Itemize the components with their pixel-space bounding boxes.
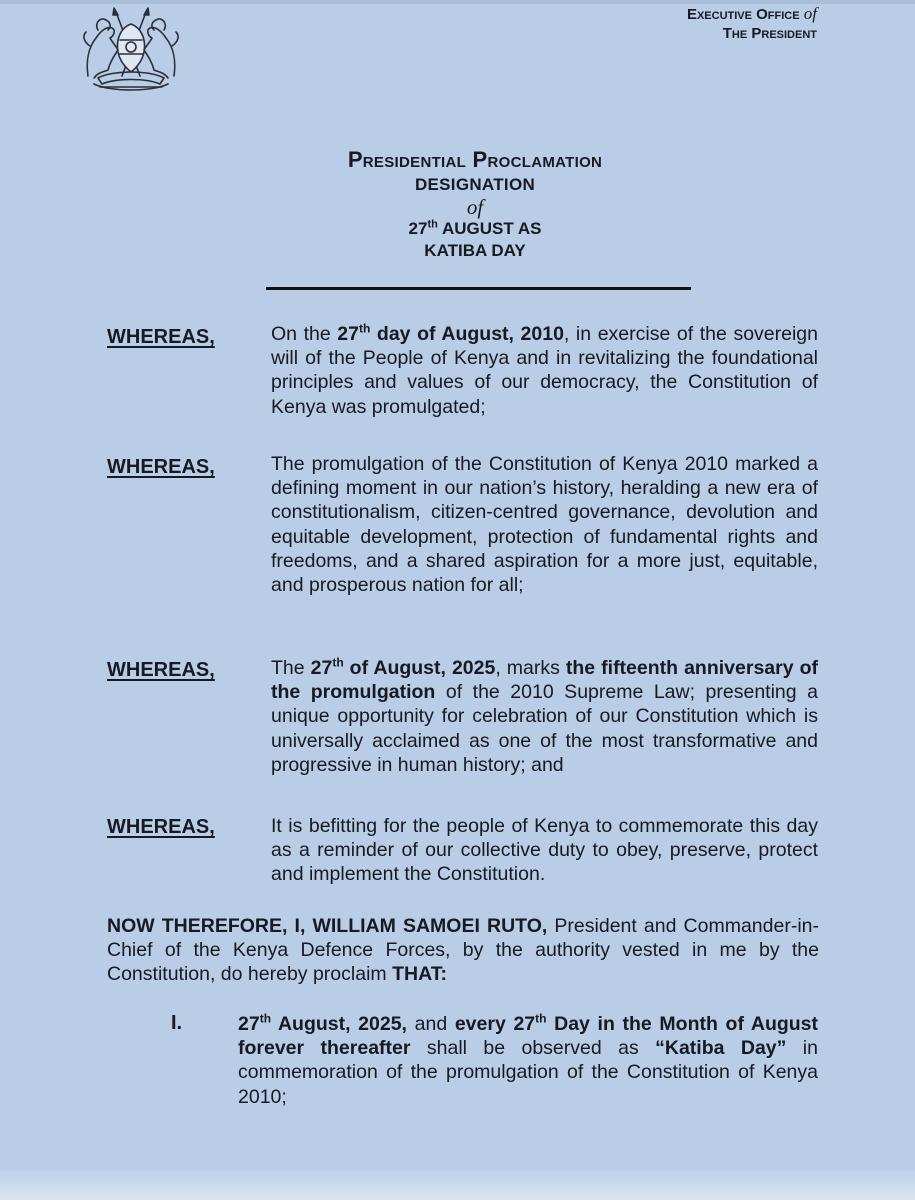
clause1-text-b: , in exercise of the sovereign will of the People of Kenya and in revitalizing the foundational principles and values of our democracy, the Constitution of Kenya was promulgated; bbox=[271, 323, 818, 418]
item1-sup-a: th bbox=[259, 1011, 272, 1026]
item1-bold-d: Day in the Month of August forever thereafter bbox=[238, 1013, 819, 1060]
office-line-1-of: of bbox=[803, 4, 817, 23]
clause3-bold-a: 27 bbox=[310, 657, 333, 679]
now-therefore-paragraph bbox=[107, 914, 819, 987]
item1-bold-b: August, 2025, bbox=[271, 1013, 407, 1035]
kenya-coat-of-arms-icon bbox=[76, 6, 186, 92]
clause3-text-b: , marks bbox=[495, 657, 566, 679]
item1-text-a: and bbox=[406, 1013, 455, 1035]
office-line-1 bbox=[687, 4, 817, 24]
whereas-clause-4: It is befitting for the people of Kenya to commemorate this day as a reminder of our collective duty to obey, preserve, protect and implement the Constitution. bbox=[271, 815, 818, 886]
clause3-bold-b: of August, 2025 bbox=[343, 657, 496, 679]
clause1-bold-a: 27 bbox=[337, 323, 359, 345]
title-line-5: KATIBA DAY bbox=[424, 241, 526, 260]
office-line-2: The President bbox=[722, 25, 817, 42]
clause1-sup: th bbox=[359, 321, 371, 336]
whereas-label-1: WHEREAS, bbox=[107, 326, 215, 348]
whereas-label-4: WHEREAS, bbox=[107, 816, 215, 838]
item-1-text bbox=[238, 1012, 818, 1109]
item1-bold-a: 27 bbox=[238, 1013, 260, 1035]
title-line-4-sup: th bbox=[427, 218, 438, 231]
title-line-3: of bbox=[466, 195, 484, 219]
clause3-bold-c: the fifteenth anniversary of the promulgation bbox=[271, 657, 818, 704]
item1-text-c: in commemoration of the promulgation of the Constitution of Kenya 2010; bbox=[238, 1037, 818, 1108]
item-1-number: I. bbox=[171, 1012, 183, 1034]
whereas-label-2: WHEREAS, bbox=[107, 456, 215, 478]
whereas-clause-2: The promulgation of the Constitution of Kenya 2010 marked a defining moment in our nation’s history, heralding a new era of constitutionalism, citizen-centred governance, devolution and equitable development, protection of fundamental rights and freedoms, and a shared aspiration for a more just, equitable, and prosperous nation for all; bbox=[271, 453, 818, 597]
office-line-1-text: Executive Office bbox=[686, 6, 800, 23]
whereas-clause-3 bbox=[271, 656, 818, 777]
title-underline bbox=[266, 287, 691, 290]
item1-text-b: shall be observed as bbox=[410, 1037, 656, 1060]
now-therefore-bold-a: NOW THEREFORE, I, WILLIAM SAMOEI RUTO, bbox=[107, 915, 548, 937]
whereas-clause-1 bbox=[271, 322, 818, 419]
page-bottom-edge bbox=[0, 1170, 915, 1200]
clause1-text-a: On the bbox=[271, 323, 338, 345]
clause1-bold-b: day of August, 2010 bbox=[370, 323, 564, 345]
whereas-label-3: WHEREAS, bbox=[107, 659, 215, 681]
proclamation-title bbox=[180, 146, 770, 262]
clause3-sup: th bbox=[332, 655, 344, 670]
item1-bold-c: every 27 bbox=[454, 1013, 536, 1035]
now-therefore-text: President and Commander-in-Chief of the Kenya Defence Forces, by the authority vested in me by the Constitution, do hereby proclaim bbox=[107, 915, 819, 986]
title-line-2: DESIGNATION bbox=[414, 175, 536, 194]
clause3-text-c: of the 2010 Supreme Law; presenting a unique opportunity for celebration of our Constitution which is universally acclaimed as one of the most transformative and progressive in human history; and bbox=[271, 681, 818, 776]
item1-bold-e: “Katiba Day” bbox=[655, 1037, 787, 1060]
item1-sup-b: th bbox=[535, 1011, 547, 1026]
clause3-text-a: The bbox=[271, 657, 311, 679]
title-line-1: Presidential Proclamation bbox=[347, 147, 603, 172]
title-line-4-rest: AUGUST AS bbox=[441, 219, 542, 238]
now-therefore-bold-b: THAT: bbox=[392, 963, 447, 986]
title-line-4 bbox=[180, 218, 770, 240]
office-header bbox=[687, 4, 817, 43]
title-line-4-num: 27 bbox=[408, 219, 428, 238]
